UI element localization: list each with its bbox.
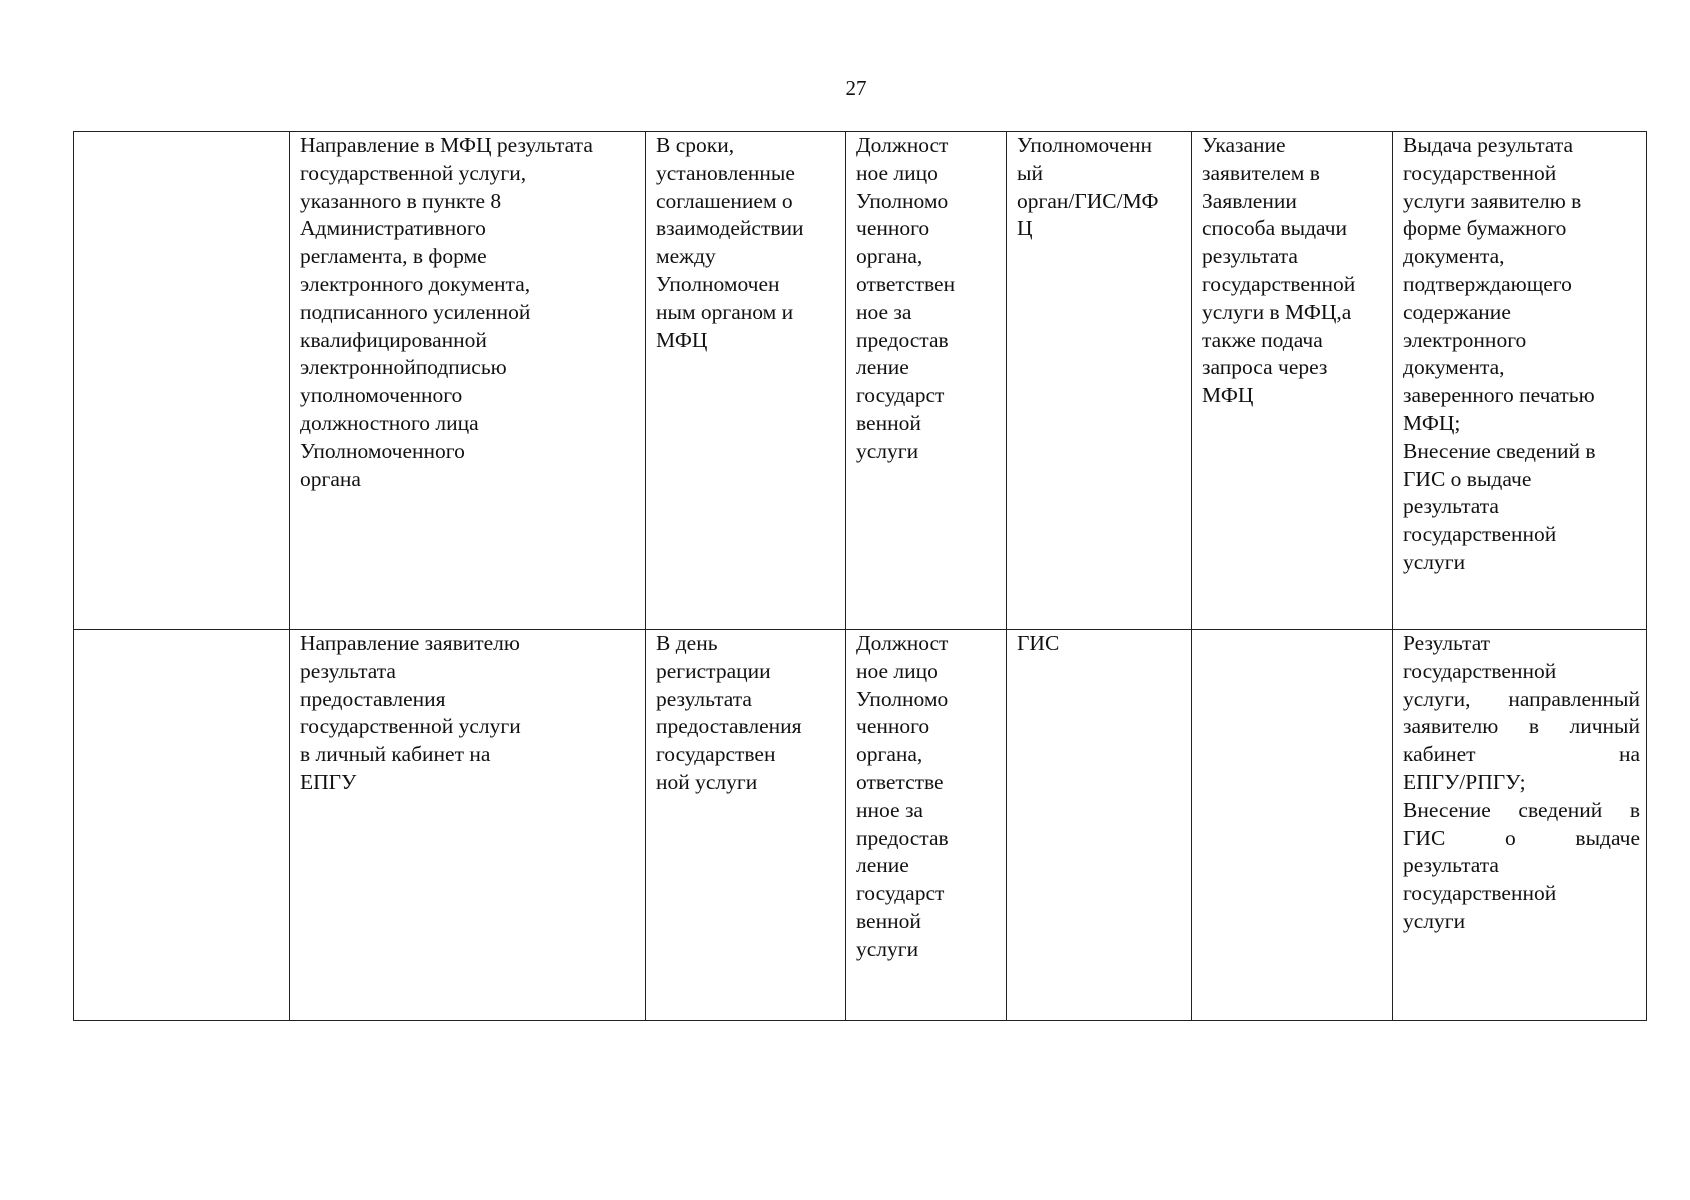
table-cell-action: Направление в МФЦ результата государственной услуги, указанного в пункте 8 Административного регламента, в форме электронного документа, подписанного усиленной квалифицированной электроннойподписью уполномоченного должностного лица Уполномоченного органа <box>290 132 646 630</box>
table-cell-blank <box>74 630 290 1021</box>
table-cell-place: ГИС <box>1007 630 1192 1021</box>
table-row <box>74 630 1647 1021</box>
table-cell-deadline: В день регистрации результата предоставления государствен ной услуги <box>646 630 846 1021</box>
table-cell-result: Выдача результата государственной услуги заявителю в форме бумажного документа, подтверждающего содержание электронного документа, заверенного печатью МФЦ; Внесение сведений в ГИС о выдаче результата государственной услуги <box>1393 132 1647 630</box>
table-cell-blank <box>74 132 290 630</box>
table-cell-responsible: Должност ное лицо Уполномо ченного органа, ответстве нное за предостав ление государст венной услуги <box>846 630 1007 1021</box>
table-row <box>74 132 1647 630</box>
table-cell-criteria: Указание заявителем в Заявлении способа выдачи результата государственной услуги в МФЦ,а также подача запроса через МФЦ <box>1192 132 1393 630</box>
page-number: 27 <box>845 76 867 100</box>
procedure-table <box>73 131 1647 1021</box>
table-cell-result: Результат государственной услуги, направленный заявителю в личный кабинет на ЕПГУ/РПГУ; Внесение сведений в ГИС о выдаче результата государственной услуги <box>1393 630 1647 1021</box>
table-cell-action: Направление заявителю результата предоставления государственной услуги в личный кабинет на ЕПГУ <box>290 630 646 1021</box>
table-cell-responsible: Должност ное лицо Уполномо ченного органа, ответствен ное за предостав ление государст венной услуги <box>846 132 1007 630</box>
table-cell-place: Уполномоченн ый орган/ГИС/МФ Ц <box>1007 132 1192 630</box>
table-cell-criteria <box>1192 630 1393 1021</box>
table-cell-deadline: В сроки, установленные соглашением о взаимодействии между Уполномочен ным органом и МФЦ <box>646 132 846 630</box>
